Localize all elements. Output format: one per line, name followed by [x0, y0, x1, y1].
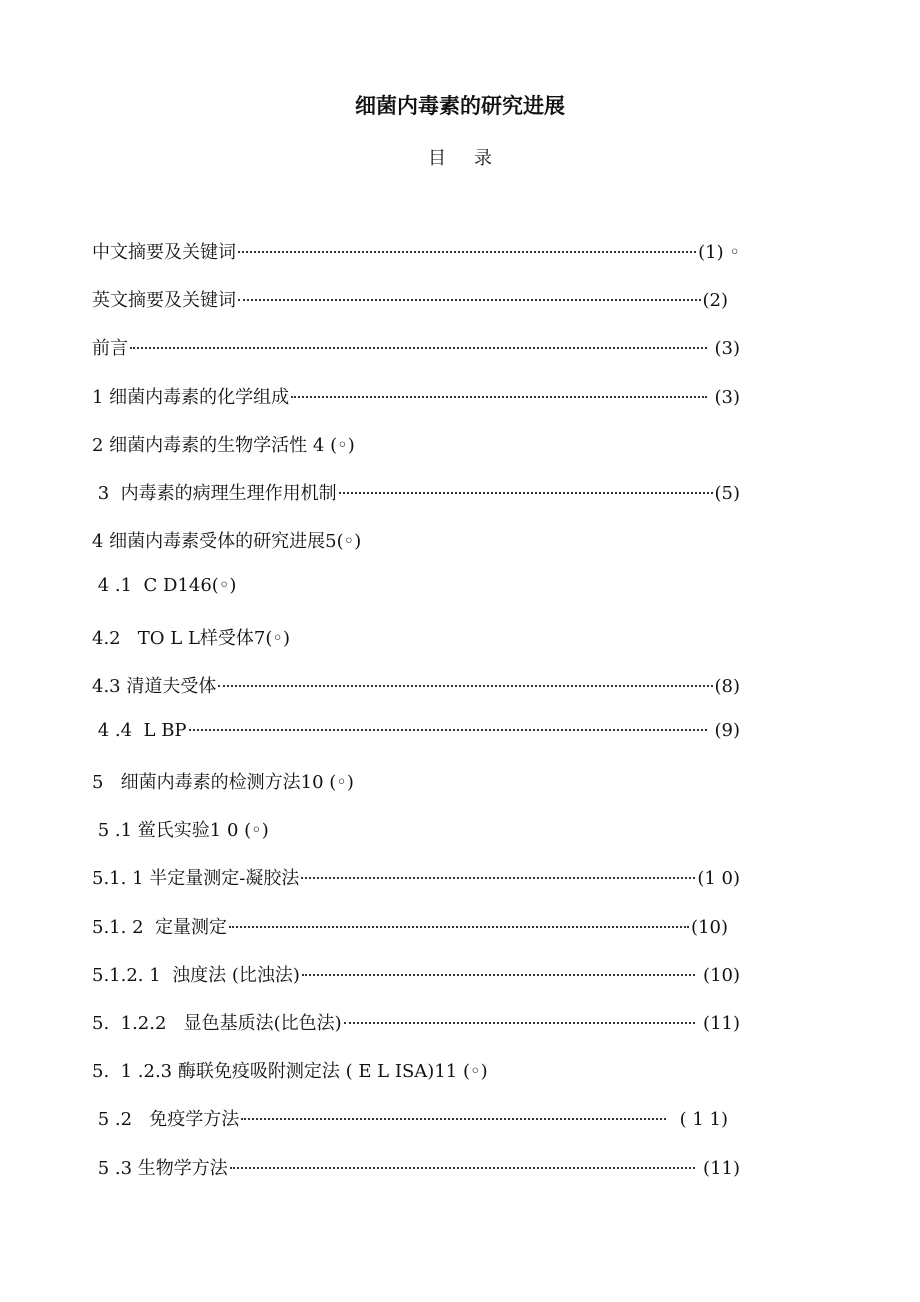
toc-entry[interactable] — [92, 816, 740, 864]
toc-entry-title: 5. 1.2.2 显色基质法(比色法) — [92, 1013, 342, 1034]
dot-leader — [339, 492, 713, 494]
toc-entry-page: (11) — [697, 1157, 740, 1179]
toc-entry-page: (8) — [714, 675, 740, 697]
toc-entry[interactable] — [92, 913, 740, 961]
dot-leader — [291, 396, 707, 398]
toc-entry-page: (11) — [697, 1013, 740, 1034]
toc-entry-title: 4.2 TO L L样受体7(◦) — [92, 627, 291, 649]
toc-entry[interactable] — [92, 624, 740, 672]
toc-entry[interactable] — [92, 720, 740, 768]
toc-entry-page: (10) — [697, 964, 740, 986]
toc-entry-title: 4 .1 C D146(◦) — [92, 575, 237, 597]
toc-entry[interactable] — [92, 1009, 740, 1057]
toc-entry-page: (1 0) — [697, 868, 740, 890]
toc-entry-title: 5 .1 鲎氏实验1 0 (◦) — [92, 820, 269, 842]
toc-entry[interactable] — [92, 238, 740, 286]
toc-entry[interactable] — [92, 1057, 740, 1105]
toc-entry[interactable] — [92, 286, 740, 334]
toc-entry[interactable] — [92, 527, 740, 575]
toc-entry-page: (3) — [708, 386, 740, 408]
toc-entry-title: 5.1. 2 定量测定 — [92, 916, 227, 938]
toc-entry[interactable] — [92, 575, 740, 623]
toc-entry[interactable] — [92, 431, 740, 479]
dot-leader — [189, 729, 707, 731]
dot-leader — [302, 974, 695, 976]
toc-entry-title: 4 细菌内毒素受体的研究进展5(◦) — [92, 531, 362, 553]
toc-entry-title: 5.1.2. 1 浊度法 (比浊法) — [92, 964, 300, 986]
toc-entry[interactable] — [92, 864, 740, 912]
toc-entry-title: 4.3 清道夫受体 — [92, 675, 217, 697]
toc-entry-page: (3) — [708, 338, 740, 360]
toc-entry-title: 2 细菌内毒素的生物学活性 4 (◦) — [92, 434, 355, 456]
toc-entry-title: 5 .2 免疫学方法 — [92, 1109, 240, 1131]
toc-entry-page: (5) — [714, 482, 740, 504]
dot-leader — [241, 1118, 666, 1120]
toc-entry-title: 5 细菌内毒素的检测方法10 (◦) — [92, 772, 354, 794]
dot-leader — [218, 685, 712, 687]
toc-entry-title: 5.1. 1 半定量测定-凝胶法 — [92, 868, 300, 890]
toc-entry-page: (1) ◦ — [698, 242, 740, 263]
toc-heading: 目录 — [428, 148, 520, 169]
toc-entry-title: 5 .3 生物学方法 — [92, 1157, 228, 1179]
toc-entry-title: 4 .4 L BP — [92, 719, 187, 741]
toc-entry-title: 1 细菌内毒素的化学组成 — [92, 386, 290, 408]
toc-entry-title: 5. 1 .2.3 酶联免疫吸附测定法 ( E L ISA)11 (◦) — [92, 1061, 488, 1083]
toc-entry-title: 中文摘要及关键词 — [92, 242, 236, 263]
toc-entry[interactable] — [92, 1154, 740, 1202]
dot-leader — [344, 1022, 696, 1024]
dot-leader — [238, 251, 696, 253]
toc-entry-title: 英文摘要及关键词 — [92, 290, 236, 312]
toc-entry-title: 3 内毒素的病理生理作用机制 — [92, 482, 337, 504]
toc-entry[interactable] — [92, 768, 740, 816]
toc-entry-page: ( 1 1) — [668, 1109, 728, 1131]
toc-entry-title: 前言 — [92, 338, 128, 360]
table-of-contents — [92, 238, 740, 1202]
toc-entry[interactable] — [92, 383, 740, 431]
dot-leader — [130, 347, 707, 349]
toc-entry-page: (10) — [691, 916, 728, 938]
toc-entry[interactable] — [92, 961, 740, 1009]
toc-entry[interactable] — [92, 479, 740, 527]
toc-entry[interactable] — [92, 672, 740, 720]
toc-entry[interactable] — [92, 1105, 740, 1153]
dot-leader — [229, 926, 689, 928]
dot-leader — [301, 877, 695, 879]
dot-leader — [230, 1167, 696, 1169]
document-title: 细菌内毒素的研究进展 — [355, 93, 565, 118]
toc-entry[interactable] — [92, 334, 740, 382]
toc-entry-page: (9) — [708, 719, 740, 741]
dot-leader — [238, 299, 701, 301]
toc-entry-page: (2) — [702, 290, 728, 312]
